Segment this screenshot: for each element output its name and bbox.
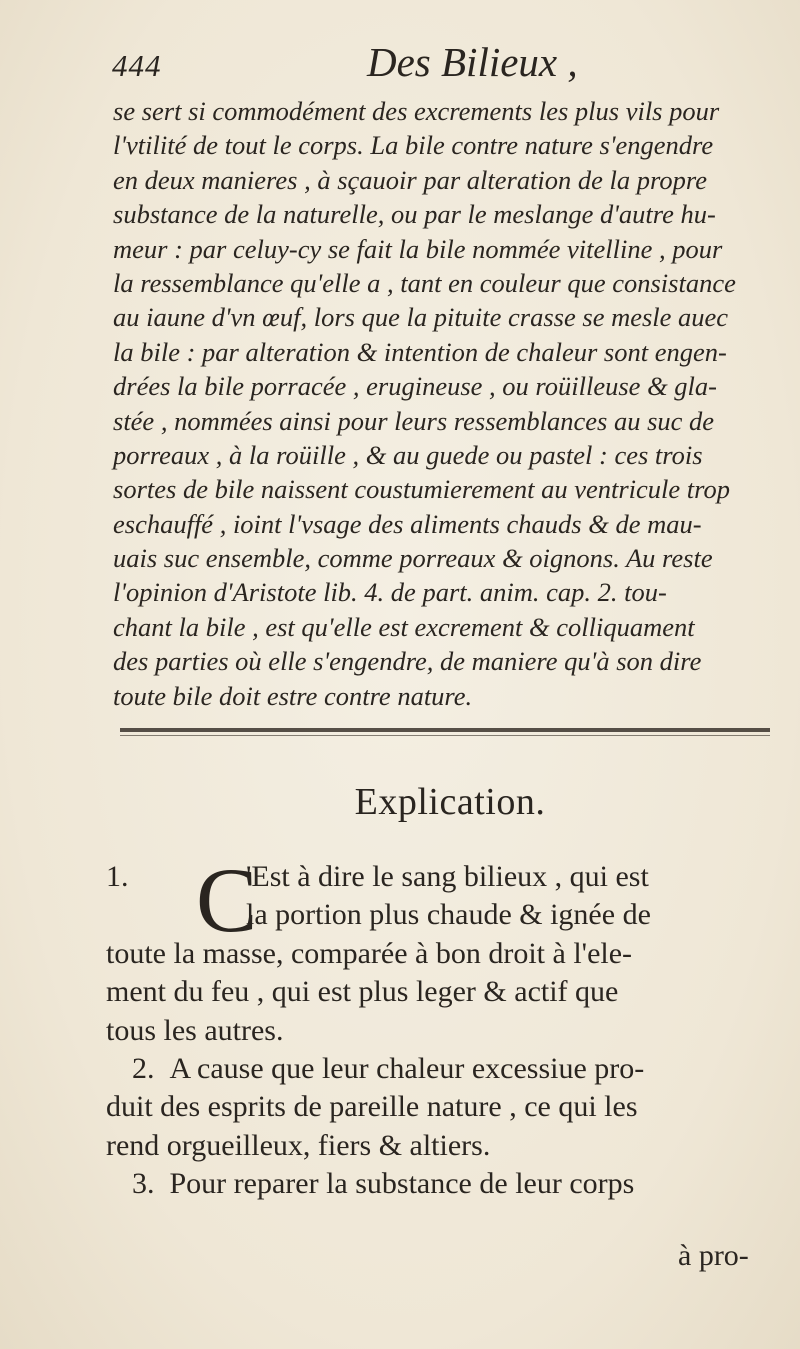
paragraph-number: 1. — [106, 860, 129, 893]
text-line: meur : par celuy-cy se fait la bile nommée vitelline , pour — [113, 233, 723, 264]
text-line: uais suc ensemble, comme porreaux & oignons. Au reste — [113, 543, 713, 574]
paragraph-text: Pour reparer la substance de leur corps — [169, 1167, 635, 1201]
paragraph-3-line — [106, 1165, 796, 1203]
paragraph-2-line: rend orgueilleux, fiers & altiers. — [106, 1128, 491, 1162]
text-line: au iaune d'vn œuf, lors que la pituite crasse se mesle auec — [113, 302, 729, 333]
paragraph-1-line — [106, 858, 796, 896]
text-line: l'opinion d'Aristote lib. 4. de part. anim. cap. 2. tou- — [113, 577, 667, 608]
paragraph-text: 'Est à dire le sang bilieux , qui est — [246, 860, 649, 893]
section-divider-thick — [120, 728, 770, 732]
text-line: la bile : par alteration & intention de chaleur sont engen- — [113, 336, 727, 367]
text-line: chant la bile , est qu'elle est excrement & colliquament — [113, 611, 695, 642]
text-line: drées la bile porracée , erugineuse , ou roüilleuse & gla- — [113, 371, 717, 402]
text-line: toute bile doit estre contre nature. — [113, 680, 473, 711]
catchword: à pro- — [678, 1239, 749, 1272]
paragraph-1-line: toute la masse, comparée à bon droit à l'ele- — [106, 936, 633, 970]
paragraph-1-line: tous les autres. — [106, 1013, 284, 1047]
text-line: eschauffé , ioint l'vsage des aliments chauds & de mau- — [113, 508, 702, 539]
paragraph-text: A cause que leur chaleur excessiue pro- — [169, 1051, 645, 1085]
text-line: porreaux , à la roüille , & au guede ou pastel : ces trois — [113, 439, 703, 470]
text-line: se sert si commodément des excrements les plus vils pour — [113, 96, 720, 126]
paragraph-2-line: duit des esprits de pareille nature , ce qui les — [106, 1090, 638, 1124]
drop-cap: C — [196, 849, 258, 951]
paragraph-2-line — [106, 1050, 796, 1088]
italic-paragraph — [113, 94, 793, 713]
paragraph-number: 2. — [132, 1051, 155, 1085]
paragraph-number: 3. — [132, 1167, 155, 1201]
section-title: Explication. — [354, 781, 546, 823]
paragraph-1-line: la portion plus chaude & ignée de — [246, 898, 651, 932]
paragraph-1-line: ment du feu , qui est plus leger & actif que — [106, 975, 619, 1009]
text-line: l'vtilité de tout le corps. La bile contre nature s'engendre — [113, 130, 714, 161]
running-head: Des Bilieux , — [367, 39, 578, 85]
page-header — [112, 38, 792, 90]
text-line: substance de la naturelle, ou par le meslange d'autre hu- — [113, 199, 716, 230]
section-divider-thin — [120, 735, 770, 736]
text-line: des parties où elle s'engendre, de maniere qu'à son dire — [113, 646, 702, 677]
text-line: stée , nommées ainsi pour leurs ressemblances au suc de — [113, 405, 715, 436]
text-line: la ressemblance qu'elle a , tant en couleur que consistance — [113, 267, 736, 298]
page-number: 444 — [112, 48, 162, 83]
text-line: en deux manieres , à sçauoir par alteration de la propre — [113, 164, 707, 195]
explication-body — [106, 858, 796, 1204]
text-line: sortes de bile naissent coustumierement au ventricule trop — [113, 474, 730, 505]
